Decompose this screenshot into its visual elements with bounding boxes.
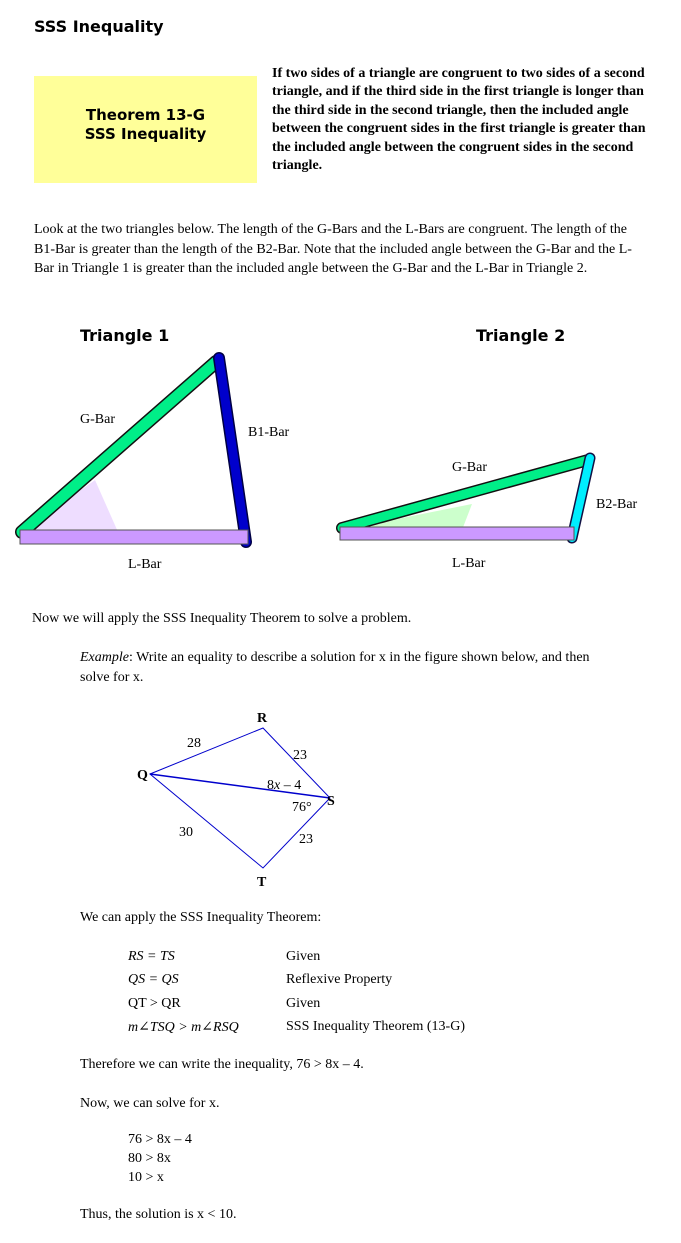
intro-paragraph: Look at the two triangles below. The length of the G-Bars and the L-Bars are congruent. The length of the B1-Bar is greater than the length of the B2-Bar. Note that the included angle between the G-Bar and the L-Bar in Triangle 1 is greater than the included angle between the G-Bar and the L-Bar in Triangle 2. — [34, 222, 632, 276]
solution-step: 10 > x — [128, 1170, 164, 1185]
vertex-q: Q — [137, 768, 148, 783]
example-paragraph — [80, 648, 620, 687]
proof-statement: m∠TSQ > m∠RSQ — [128, 1020, 239, 1035]
triangle2-g-label: G-Bar — [452, 460, 487, 475]
apply-sentence: Now we will apply the SSS Inequality Theorem to solve a problem. — [32, 611, 412, 626]
triangle2-b2-label: B2-Bar — [596, 497, 638, 512]
example-label: Example — [80, 650, 129, 665]
proof-statement: QT > QR — [128, 996, 181, 1011]
triangle1-l-label: L-Bar — [128, 557, 162, 572]
page-title: SSS Inequality — [34, 17, 164, 36]
proof-reason: Given — [286, 949, 321, 964]
triangle1-g-bar — [22, 362, 216, 532]
figure-diagonal-qs — [150, 774, 330, 798]
vertex-s: S — [327, 794, 335, 809]
triangle1-l-bar — [20, 530, 248, 544]
triangles-diagram — [0, 320, 681, 590]
triangle2-title: Triangle 2 — [476, 326, 566, 345]
vertex-r: R — [257, 711, 268, 726]
proof-reason: SSS Inequality Theorem (13-G) — [286, 1019, 465, 1034]
side-qt-label: 30 — [179, 825, 193, 840]
triangle1-b1-label: B1-Bar — [248, 425, 290, 440]
side-qs-label: 8x – 4 — [267, 778, 302, 793]
triangle1-title: Triangle 1 — [80, 326, 170, 345]
angle-label: 76° — [292, 800, 312, 815]
solution-step: 80 > 8x — [128, 1151, 171, 1166]
side-rs-label: 23 — [293, 748, 307, 763]
theorem-box — [34, 76, 257, 183]
side-qr-label: 28 — [187, 736, 201, 751]
solution-step: 76 > 8x – 4 — [128, 1132, 192, 1147]
inequality-sentence: Therefore we can write the inequality, 76 > 8x – 4. — [80, 1057, 364, 1072]
example-figure — [120, 700, 360, 900]
triangle2-l-label: L-Bar — [452, 556, 486, 571]
sss-intro: We can apply the SSS Inequality Theorem: — [80, 910, 322, 925]
conclusion: Thus, the solution is x < 10. — [80, 1207, 237, 1222]
triangle2-l-bar — [340, 527, 574, 540]
side-ts-label: 23 — [299, 832, 313, 847]
theorem-title: SSS Inequality — [84, 125, 207, 143]
theorem-number: Theorem 13-G — [85, 106, 206, 124]
theorem-name — [34, 106, 257, 144]
theorem-statement: If two sides of a triangle are congruent to two sides of a second triangle, and if the third side in the first triangle is longer than the third side in the second triangle, then the included angle between the congruent sides in the first triangle is greater than the included angle between the congruent sides in the second triangle. — [272, 66, 646, 174]
vertex-t: T — [257, 875, 267, 890]
triangle1-g-label: G-Bar — [80, 412, 115, 427]
proof-statement: QS = QS — [128, 972, 179, 987]
triangle2-b2-bar — [572, 458, 590, 538]
example-text: : Write an equality to describe a solution for x in the figure shown below, and then solve for x. — [80, 650, 590, 685]
proof-reason: Given — [286, 996, 321, 1011]
proof-reason: Reflexive Property — [286, 972, 393, 987]
proof-statement: RS = TS — [128, 949, 175, 964]
triangle1-b1-bar — [219, 358, 246, 542]
solve-intro: Now, we can solve for x. — [80, 1096, 220, 1111]
